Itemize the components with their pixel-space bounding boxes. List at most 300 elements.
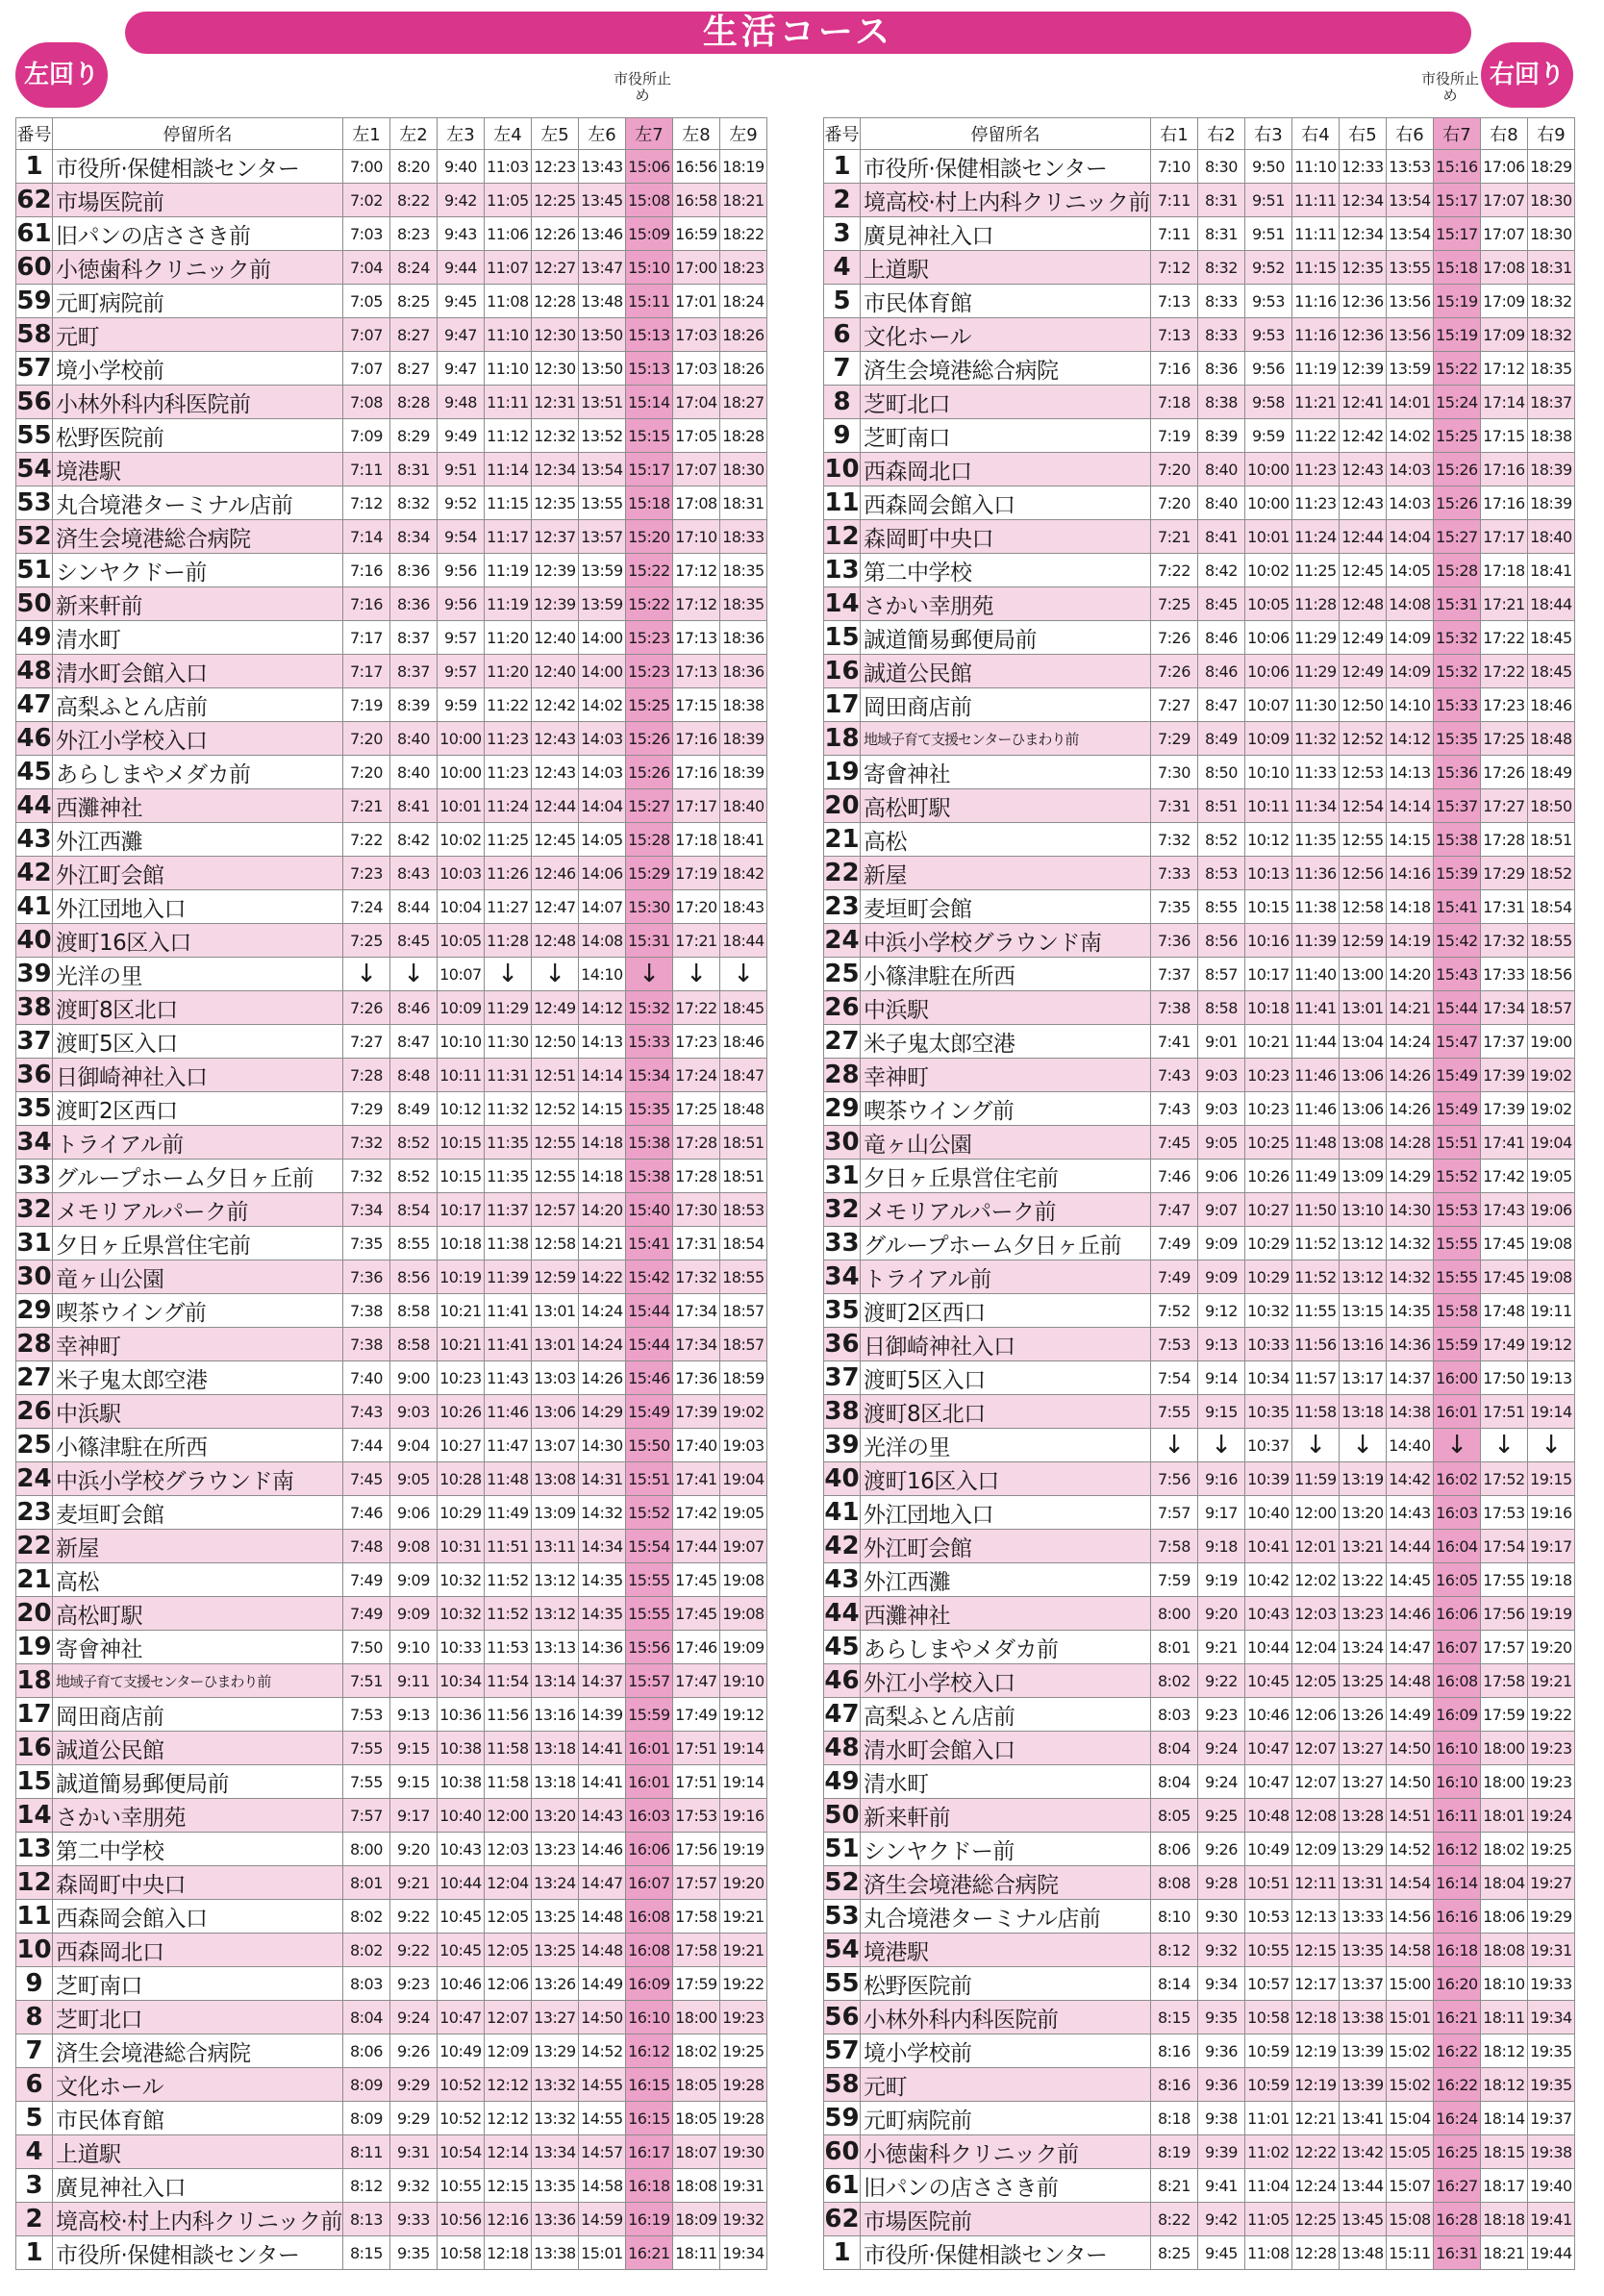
departure-time: 18:49 [1527, 756, 1574, 789]
stop-number: 59 [824, 2102, 861, 2135]
departure-time: 12:49 [1339, 621, 1386, 655]
departure-time: 11:32 [1291, 722, 1339, 756]
departure-time: 13:14 [531, 1664, 578, 1698]
departure-time: 10:11 [437, 1059, 484, 1092]
departure-time: 13:44 [1339, 2169, 1386, 2203]
stop-number: 53 [824, 1900, 861, 1934]
stop-number: 41 [16, 890, 53, 924]
departure-time: 15:22 [625, 554, 672, 587]
departure-time: 16:15 [625, 2102, 672, 2135]
departure-time: 15:51 [625, 1462, 672, 1496]
right-table-row [824, 722, 1575, 756]
departure-time: 8:47 [389, 1025, 437, 1059]
left-table-row [16, 1328, 767, 1361]
stop-name: 済生会境港総合病院 [861, 352, 1151, 386]
departure-time: 7:14 [342, 520, 389, 554]
departure-time: 17:17 [1480, 520, 1527, 554]
left-table-row [16, 857, 767, 890]
departure-time: 14:03 [578, 756, 625, 789]
departure-time: 15:50 [625, 1429, 672, 1462]
departure-time: 8:09 [342, 2068, 389, 2102]
departure-time: 10:55 [1244, 1934, 1291, 1967]
stop-name: 丸合境港ターミナル店前 [53, 487, 343, 520]
stop-name: 丸合境港ターミナル店前 [861, 1900, 1151, 1934]
departure-time: 7:19 [342, 688, 389, 722]
stop-name: 新屋 [53, 1530, 343, 1563]
left-table-row [16, 756, 767, 789]
departure-time: 17:16 [1480, 487, 1527, 520]
departure-time: 15:32 [1433, 621, 1480, 655]
stop-number: 6 [824, 318, 861, 352]
right-header-cell: 右5 [1339, 118, 1386, 150]
departure-time: 16:07 [1433, 1631, 1480, 1664]
stop-number: 8 [16, 2001, 53, 2034]
departure-time: 9:31 [389, 2135, 437, 2169]
departure-time: 17:54 [1480, 1530, 1527, 1563]
departure-time: 14:22 [578, 1260, 625, 1294]
departure-time: 13:55 [1386, 251, 1433, 285]
departure-time: 10:41 [1244, 1530, 1291, 1563]
departure-time: 14:12 [1386, 722, 1433, 756]
departure-time: 16:12 [1433, 1833, 1480, 1866]
left-timetable-body [16, 150, 767, 2270]
departure-time: 13:22 [1339, 1563, 1386, 1597]
right-table-row [824, 1597, 1575, 1631]
departure-time: 14:13 [578, 1025, 625, 1059]
stop-name: 新来軒前 [53, 587, 343, 621]
departure-time: 10:52 [437, 2102, 484, 2135]
departure-time: 7:00 [342, 150, 389, 184]
departure-time: 7:11 [1150, 217, 1197, 251]
departure-time: 12:32 [531, 419, 578, 453]
departure-time: 12:46 [531, 857, 578, 890]
departure-time: 7:43 [342, 1395, 389, 1429]
departure-time: 14:08 [578, 924, 625, 958]
stop-number: 18 [824, 722, 861, 756]
departure-time: 16:06 [1433, 1597, 1480, 1631]
departure-time: 12:04 [1291, 1631, 1339, 1664]
departure-time: 14:46 [1386, 1597, 1433, 1631]
departure-time: 9:26 [1197, 1833, 1244, 1866]
departure-time: 18:39 [719, 722, 766, 756]
departure-time: 11:29 [1291, 655, 1339, 688]
departure-time: 16:14 [1433, 1866, 1480, 1900]
departure-time: 8:41 [1197, 520, 1244, 554]
departure-time: 14:48 [578, 1934, 625, 1967]
departure-time: 12:03 [1291, 1597, 1339, 1631]
right-header-cell: 右1 [1150, 118, 1197, 150]
departure-time: 8:33 [1197, 285, 1244, 318]
departure-time: 18:05 [672, 2102, 719, 2135]
right-timetable [823, 117, 1575, 2270]
departure-time: 18:29 [1527, 150, 1574, 184]
departure-time: 7:02 [342, 184, 389, 217]
departure-time: 11:28 [1291, 587, 1339, 621]
departure-time: 18:33 [719, 520, 766, 554]
departure-time: 7:45 [342, 1462, 389, 1496]
stop-name: トライアル前 [53, 1126, 343, 1160]
stop-number: 60 [824, 2135, 861, 2169]
departure-time: 10:10 [1244, 756, 1291, 789]
departure-time: 12:45 [1339, 554, 1386, 587]
pass-arrow-icon: ↓ [342, 958, 389, 991]
departure-time: 13:16 [1339, 1328, 1386, 1361]
departure-time: 8:44 [389, 890, 437, 924]
departure-time: 10:31 [437, 1530, 484, 1563]
left-table-row [16, 890, 767, 924]
departure-time: 7:43 [1150, 1059, 1197, 1092]
departure-time: 9:45 [1197, 2236, 1244, 2270]
stop-number: 62 [824, 2203, 861, 2236]
departure-time: 8:52 [389, 1160, 437, 1193]
right-table-row [824, 2236, 1575, 2270]
departure-time: 8:53 [1197, 857, 1244, 890]
stop-name: 小林外科内科医院前 [861, 2001, 1151, 2034]
departure-time: 7:51 [342, 1664, 389, 1698]
departure-time: 11:38 [484, 1227, 531, 1260]
stop-number: 19 [16, 1631, 53, 1664]
departure-time: 17:07 [672, 453, 719, 487]
departure-time: 9:17 [389, 1799, 437, 1833]
left-header-cell: 左4 [484, 118, 531, 150]
stop-name: 新屋 [861, 857, 1151, 890]
departure-time: 19:25 [719, 2034, 766, 2068]
departure-time: 18:35 [1527, 352, 1574, 386]
departure-time: 16:31 [1433, 2236, 1480, 2270]
departure-time: 12:26 [531, 217, 578, 251]
departure-time: 15:41 [625, 1227, 672, 1260]
departure-time: 9:51 [1244, 217, 1291, 251]
stop-name: 境港駅 [861, 1934, 1151, 1967]
departure-time: 7:19 [1150, 419, 1197, 453]
departure-time: 10:33 [1244, 1328, 1291, 1361]
departure-time: 13:46 [578, 217, 625, 251]
departure-time: 13:54 [1386, 184, 1433, 217]
departure-time: 12:39 [1339, 352, 1386, 386]
left-table-row [16, 1059, 767, 1092]
departure-time: 7:55 [1150, 1395, 1197, 1429]
left-table-row [16, 2236, 767, 2270]
stop-name: 渡町2区西口 [861, 1294, 1151, 1328]
departure-time: 13:31 [1339, 1866, 1386, 1900]
stop-name: 元町 [861, 2068, 1151, 2102]
departure-time: 17:45 [672, 1597, 719, 1631]
departure-time: 9:25 [1197, 1799, 1244, 1833]
departure-time: 11:29 [1291, 621, 1339, 655]
departure-time: 10:07 [437, 958, 484, 991]
departure-time: 10:40 [437, 1799, 484, 1833]
departure-time: 17:14 [1480, 386, 1527, 419]
departure-time: 13:12 [1339, 1227, 1386, 1260]
departure-time: 15:59 [1433, 1328, 1480, 1361]
departure-time: 10:59 [1244, 2068, 1291, 2102]
departure-time: 12:36 [1339, 318, 1386, 352]
departure-time: 9:57 [437, 621, 484, 655]
stop-number: 32 [16, 1193, 53, 1227]
departure-time: 14:31 [578, 1462, 625, 1496]
departure-time: 13:25 [531, 1934, 578, 1967]
departure-time: 7:05 [342, 285, 389, 318]
departure-time: 7:53 [1150, 1328, 1197, 1361]
departure-time: 17:30 [672, 1193, 719, 1227]
stop-number: 59 [16, 285, 53, 318]
left-timetable-panel [15, 117, 767, 2270]
right-table-row [824, 318, 1575, 352]
departure-time: 7:59 [1150, 1563, 1197, 1597]
departure-time: 17:39 [1480, 1092, 1527, 1126]
departure-time: 15:55 [1433, 1227, 1480, 1260]
stop-number: 52 [824, 1866, 861, 1900]
stop-number: 1 [16, 150, 53, 184]
right-table-row [824, 1092, 1575, 1126]
departure-time: 18:05 [672, 2068, 719, 2102]
departure-time: 8:36 [389, 554, 437, 587]
departure-time: 13:45 [1339, 2203, 1386, 2236]
departure-time: 13:51 [578, 386, 625, 419]
departure-time: 13:50 [578, 352, 625, 386]
departure-time: 11:11 [1291, 217, 1339, 251]
departure-time: 11:25 [1291, 554, 1339, 587]
departure-time: 12:05 [484, 1900, 531, 1934]
departure-time: 12:19 [1291, 2034, 1339, 2068]
stop-number: 31 [16, 1227, 53, 1260]
departure-time: 11:10 [484, 318, 531, 352]
stop-number: 51 [824, 1833, 861, 1866]
departure-time: 12:15 [484, 2169, 531, 2203]
departure-time: 8:34 [389, 520, 437, 554]
departure-time: 18:51 [1527, 823, 1574, 857]
departure-time: 12:08 [1291, 1799, 1339, 1833]
departure-time: 15:17 [1433, 184, 1480, 217]
stop-name: 光洋の里 [861, 1429, 1151, 1462]
stop-number: 8 [824, 386, 861, 419]
departure-time: 9:45 [437, 285, 484, 318]
departure-time: 15:08 [625, 184, 672, 217]
departure-time: 15:13 [625, 352, 672, 386]
departure-time: 13:29 [531, 2034, 578, 2068]
stop-name: 境小学校前 [53, 352, 343, 386]
departure-time: 15:26 [1433, 453, 1480, 487]
departure-time: 18:57 [1527, 991, 1574, 1025]
departure-time: 8:42 [389, 823, 437, 857]
right-table-row [824, 1260, 1575, 1294]
departure-time: 10:15 [1244, 890, 1291, 924]
departure-time: 10:27 [437, 1429, 484, 1462]
departure-time: 11:35 [484, 1126, 531, 1160]
departure-time: 18:26 [719, 352, 766, 386]
departure-time: 10:12 [1244, 823, 1291, 857]
departure-time: 14:43 [578, 1799, 625, 1833]
stop-number: 17 [824, 688, 861, 722]
departure-time: 8:45 [389, 924, 437, 958]
left-table-row [16, 1025, 767, 1059]
departure-time: 12:05 [1291, 1664, 1339, 1698]
departure-time: 9:42 [1197, 2203, 1244, 2236]
departure-time: 7:25 [342, 924, 389, 958]
departure-time: 13:23 [531, 1833, 578, 1866]
right-table-row [824, 1496, 1575, 1530]
departure-time: 8:27 [389, 352, 437, 386]
departure-time: 19:12 [1527, 1328, 1574, 1361]
departure-time: 7:12 [342, 487, 389, 520]
departure-time: 17:22 [672, 991, 719, 1025]
departure-time: 19:14 [1527, 1395, 1574, 1429]
stop-number: 11 [16, 1900, 53, 1934]
departure-time: 8:27 [389, 318, 437, 352]
right-table-row [824, 2135, 1575, 2169]
departure-time: 10:46 [437, 1967, 484, 2001]
departure-time: 9:21 [389, 1866, 437, 1900]
departure-time: 8:01 [342, 1866, 389, 1900]
departure-time: 13:43 [578, 150, 625, 184]
departure-time: 9:09 [1197, 1260, 1244, 1294]
departure-time: 17:09 [1480, 285, 1527, 318]
left-table-row [16, 2102, 767, 2135]
departure-time: 11:35 [1291, 823, 1339, 857]
departure-time: 11:41 [484, 1328, 531, 1361]
departure-time: 14:18 [578, 1126, 625, 1160]
departure-time: 12:58 [531, 1227, 578, 1260]
departure-time: 9:12 [1197, 1294, 1244, 1328]
departure-time: 19:16 [1527, 1496, 1574, 1530]
right-table-row [824, 823, 1575, 857]
departure-time: 18:26 [719, 318, 766, 352]
departure-time: 14:21 [578, 1227, 625, 1260]
departure-time: 17:16 [672, 756, 719, 789]
departure-time: 17:12 [672, 587, 719, 621]
departure-time: 8:49 [1197, 722, 1244, 756]
stop-name: 渡町8区北口 [861, 1395, 1151, 1429]
departure-time: 11:48 [1291, 1126, 1339, 1160]
departure-time: 19:18 [1527, 1563, 1574, 1597]
left-header-cell: 左2 [389, 118, 437, 150]
stop-number: 29 [824, 1092, 861, 1126]
right-table-row [824, 1059, 1575, 1092]
departure-time: 9:56 [437, 554, 484, 587]
right-table-row [824, 1563, 1575, 1597]
departure-time: 19:14 [719, 1765, 766, 1799]
stop-number: 22 [824, 857, 861, 890]
departure-time: 8:40 [389, 722, 437, 756]
departure-time: 18:44 [1527, 587, 1574, 621]
departure-time: 17:57 [672, 1866, 719, 1900]
left-header-row [16, 118, 767, 150]
stop-name: 麦垣町会館 [861, 890, 1151, 924]
departure-time: 10:51 [1244, 1866, 1291, 1900]
departure-time: 18:30 [1527, 184, 1574, 217]
stop-number: 9 [16, 1967, 53, 2001]
departure-time: 18:38 [1527, 419, 1574, 453]
departure-time: 10:48 [1244, 1799, 1291, 1833]
departure-time: 17:24 [672, 1059, 719, 1092]
stop-number: 32 [824, 1193, 861, 1227]
departure-time: 7:07 [342, 352, 389, 386]
departure-time: 19:35 [1527, 2034, 1574, 2068]
departure-time: 15:17 [1433, 217, 1480, 251]
departure-time: 10:32 [437, 1563, 484, 1597]
departure-time: 18:45 [719, 991, 766, 1025]
departure-time: 9:47 [437, 352, 484, 386]
right-header-cell: 右9 [1527, 118, 1574, 150]
departure-time: 11:16 [1291, 318, 1339, 352]
departure-time: 12:59 [1339, 924, 1386, 958]
departure-time: 9:15 [389, 1732, 437, 1765]
departure-time: 11:32 [484, 1092, 531, 1126]
stop-name: 誠道簡易郵便局前 [861, 621, 1151, 655]
departure-time: 10:11 [1244, 789, 1291, 823]
right-table-row [824, 2203, 1575, 2236]
departure-time: 19:22 [719, 1967, 766, 2001]
departure-time: 15:44 [625, 1294, 672, 1328]
departure-time: 14:50 [1386, 1732, 1433, 1765]
departure-time: 14:15 [578, 1092, 625, 1126]
departure-time: 10:27 [1244, 1193, 1291, 1227]
right-table-row [824, 217, 1575, 251]
departure-time: 12:50 [531, 1025, 578, 1059]
departure-time: 13:54 [1386, 217, 1433, 251]
departure-time: 9:28 [1197, 1866, 1244, 1900]
departure-time: 15:07 [1386, 2169, 1433, 2203]
departure-time: 18:43 [719, 890, 766, 924]
departure-time: 19:44 [1527, 2236, 1574, 2270]
departure-time: 10:54 [437, 2135, 484, 2169]
departure-time: 18:10 [1480, 1967, 1527, 2001]
stop-number: 26 [16, 1395, 53, 1429]
departure-time: 11:16 [1291, 285, 1339, 318]
departure-time: 12:44 [1339, 520, 1386, 554]
departure-time: 16:11 [1433, 1799, 1480, 1833]
stop-number: 12 [16, 1866, 53, 1900]
departure-time: 9:21 [1197, 1631, 1244, 1664]
right-table-row [824, 1732, 1575, 1765]
departure-time: 15:22 [1433, 352, 1480, 386]
departure-time: 13:20 [1339, 1496, 1386, 1530]
departure-time: 10:19 [437, 1260, 484, 1294]
stop-number: 10 [16, 1934, 53, 1967]
departure-time: 18:31 [719, 487, 766, 520]
departure-time: 14:38 [1386, 1395, 1433, 1429]
left-table-row [16, 1664, 767, 1698]
left-table-row [16, 1294, 767, 1328]
pass-arrow-icon: ↓ [1197, 1429, 1244, 1462]
departure-time: 16:59 [672, 217, 719, 251]
right-table-row [824, 1160, 1575, 1193]
departure-time: 13:27 [1339, 1765, 1386, 1799]
stop-number: 25 [16, 1429, 53, 1462]
departure-time: 18:40 [719, 789, 766, 823]
departure-time: 8:05 [1150, 1799, 1197, 1833]
stop-name: 境港駅 [53, 453, 343, 487]
stop-number: 17 [16, 1698, 53, 1732]
departure-time: 18:32 [1527, 318, 1574, 352]
stop-name: 松野医院前 [861, 1967, 1151, 2001]
departure-time: 15:42 [625, 1260, 672, 1294]
stop-name: メモリアルパーク前 [53, 1193, 343, 1227]
departure-time: 12:34 [1339, 217, 1386, 251]
stop-name: メモリアルパーク前 [861, 1193, 1151, 1227]
departure-time: 9:47 [437, 318, 484, 352]
departure-time: 15:01 [1386, 2001, 1433, 2034]
departure-time: 14:49 [578, 1967, 625, 2001]
departure-time: 11:06 [484, 217, 531, 251]
departure-time: 9:57 [437, 655, 484, 688]
departure-time: 15:51 [1433, 1126, 1480, 1160]
departure-time: 13:23 [1339, 1597, 1386, 1631]
departure-time: 11:24 [484, 789, 531, 823]
departure-time: 19:35 [1527, 2068, 1574, 2102]
departure-time: 11:48 [484, 1462, 531, 1496]
departure-time: 16:03 [1433, 1496, 1480, 1530]
